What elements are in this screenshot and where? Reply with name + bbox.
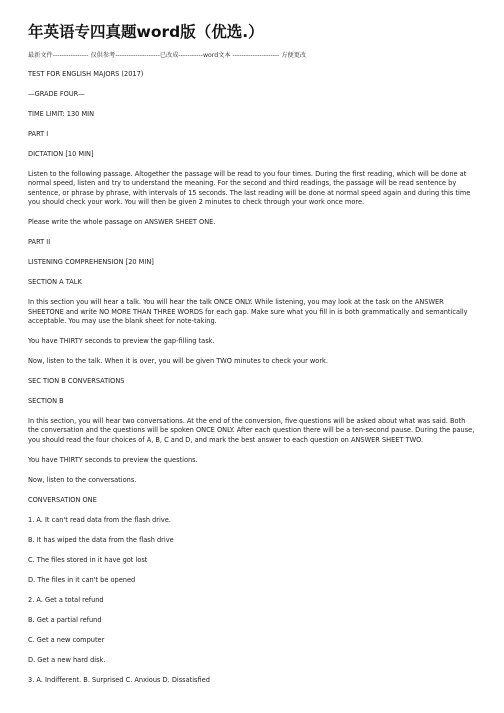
- paragraph-answer-sheet-one: Please write the whole passage on ANSWER SHEET ONE.: [28, 218, 216, 227]
- heading-section-b-conversations: SEC TION B CONVERSATIONS: [28, 377, 125, 386]
- question-item: C. Get a new computer: [28, 635, 105, 644]
- paragraph-conversation-instructions: In this section, you will hear two conversations. At the end of the conversion, five questions will be asked about what was said. Both the conversation and the questions will be spoken ONCE ONLY. After each question there will be a ten-second pause. During the pause, you should read the four choices of A, B, C and D, and mark the best answer to each question on ANSWER SHEET TWO.: [28, 417, 475, 444]
- heading-listening: LISTENING COMPREHENSION [20 MIN]: [28, 258, 154, 267]
- document-page: [28, 22, 478, 696]
- heading-section-a: SECTION A TALK: [28, 278, 82, 287]
- question-item: D. The files in it can't be opened: [28, 575, 136, 584]
- question-item: C. The files stored in it have got lost: [28, 555, 148, 564]
- heading-part-2: PART II: [28, 238, 51, 247]
- heading-time-limit: TIME LIMIT: 130 MIN: [28, 110, 95, 118]
- heading-part-1: PART I: [28, 130, 49, 138]
- question-item: B. It has wiped the data from the flash drive: [28, 535, 174, 544]
- heading-conversation-one: CONVERSATION ONE: [28, 495, 97, 504]
- question-item: 1. A. It can't read data from the flash drive.: [28, 515, 171, 524]
- heading-test-name: TEST FOR ENGLISH MAJORS (2017): [28, 70, 144, 78]
- paragraph-talk-instructions: In this section you will hear a talk. You will hear the talk ONCE ONLY. While listening, you may look at the task on the ANSWER SHEETONE and write NO MORE THAN THREE WORDS for each gap. Make sure what you fill in is both grammatically and semantically acceptable. You may use the blank sheet for note-taking.: [28, 298, 468, 326]
- heading-section-b: SECTION B: [28, 397, 64, 406]
- document-subtitle: 最新文件---------------- 仅供参考--------------------已改成-----------word文本 --------------------- 方便更改: [28, 52, 307, 59]
- question-item: 2. A. Get a total refund: [28, 595, 104, 604]
- paragraph-listen-conversations: Now, listen to the conversations.: [28, 475, 137, 484]
- document-title: 年英语专四真题word版（优选.）: [28, 23, 264, 41]
- question-item: D. Get a new hard disk.: [28, 655, 106, 664]
- paragraph-preview-task: You have THIRTY seconds to preview the gap-filling task.: [28, 337, 215, 346]
- question-item: 3. A. Indifferent. B. Surprised C. Anxious D. Dissatisfied: [28, 675, 210, 684]
- paragraph-listen-talk: Now, listen to the talk. When it is over, you will be given TWO minutes to check your work.: [28, 357, 328, 366]
- paragraph-dictation-instructions: Listen to the following passage. Altogether the passage will be read to you four times. During the first reading, which will be done at normal speed, listen and try to understand the meaning. For the second and third readings, the passage will be read sentence by sentence, or phrase by phrase, with intervals of 15 seconds. The last reading will be done at normal speed again and during this time you should check your work. You will then be given 2 minutes to check through your work once more.: [28, 170, 471, 207]
- question-item: B. Get a partial refund: [28, 615, 102, 624]
- heading-grade: —GRADE FOUR—: [28, 90, 85, 98]
- paragraph-preview-questions: You have THIRTY seconds to preview the questions.: [28, 455, 198, 464]
- heading-dictation: DICTATION [10 MIN]: [28, 150, 94, 158]
